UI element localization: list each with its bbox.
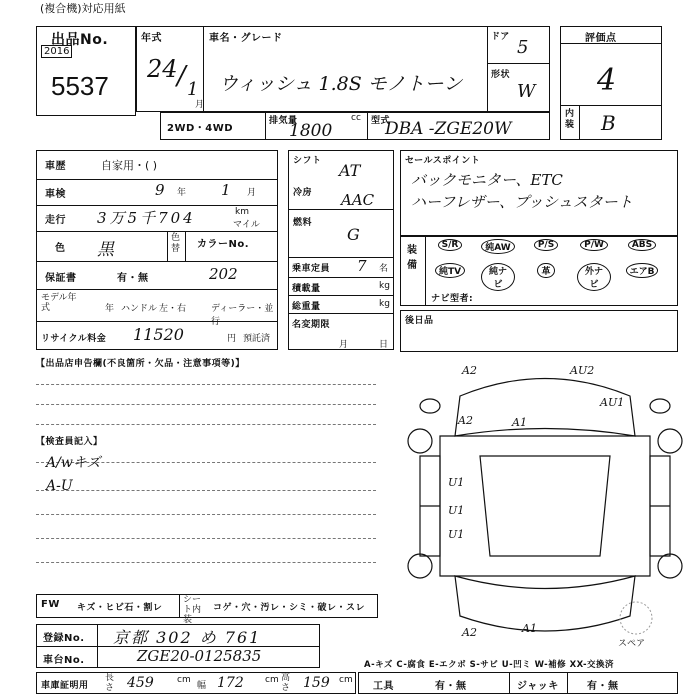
lot-label: 出品No. xyxy=(51,32,109,48)
reg-label: 登録No. xyxy=(43,633,85,644)
sales-line-2: ハーフレザー、プッシュスタート xyxy=(411,193,633,211)
top-form-caption: (複合機)対応用紙 xyxy=(40,2,126,15)
garage-cert-row xyxy=(36,672,356,694)
equipment-item xyxy=(529,239,563,251)
date-month: 月 xyxy=(339,340,349,350)
shape-label: 形状 xyxy=(491,70,511,80)
equipment-label: 装備 xyxy=(407,245,418,271)
equipment-item xyxy=(481,239,515,254)
fw-label: FW xyxy=(41,599,60,610)
sales-line-1: バックモニター、ETC xyxy=(411,171,563,189)
color-no-value: 202 xyxy=(209,265,238,283)
inspection-year: 9 xyxy=(155,181,165,199)
gross-label: 総重量 xyxy=(292,302,321,312)
mileage-value: 3万5千704 xyxy=(97,209,196,227)
recycle-value: 11520 xyxy=(133,325,184,344)
color-change-label: 色替 xyxy=(171,233,181,254)
history-value: 自家用・( ) xyxy=(101,159,158,172)
inspection-month: 1 xyxy=(221,181,231,199)
year-label: 年式 xyxy=(141,33,162,44)
tools-value: 有・無 xyxy=(435,681,467,692)
reg-table xyxy=(36,624,320,668)
load-label: 積載量 xyxy=(292,284,321,294)
handle-label: ハンドル xyxy=(121,304,158,314)
chassis-value: ZGE20-0125835 xyxy=(137,647,262,665)
mileage-unit-mile: マイル xyxy=(233,220,260,230)
shift-label: シフト xyxy=(293,156,322,166)
fw-text: キズ・ヒビ石・割レ xyxy=(77,603,163,613)
damage-mark: A1 xyxy=(512,416,527,429)
year-value: 24 xyxy=(147,55,178,83)
equipment-item xyxy=(529,263,563,278)
equipment-item xyxy=(625,263,659,278)
sales-point-label: セールスポイント xyxy=(405,156,481,166)
equipment-item-label: 純AW xyxy=(481,239,515,254)
equipment-item xyxy=(481,263,515,291)
later-items-label: 後日品 xyxy=(405,316,434,326)
mileage-unit-km: km xyxy=(235,207,249,217)
cert-label: 車庫証明用 xyxy=(41,681,89,691)
cert-width-label: 幅 xyxy=(197,681,207,691)
displacement-label: 排気量 xyxy=(269,116,298,126)
equipment-item xyxy=(433,239,467,251)
lot-box xyxy=(36,26,136,116)
interior-value: B xyxy=(601,111,616,135)
model-label: 車名・グレード xyxy=(209,33,283,44)
inspector-note-1: A/wキズ xyxy=(46,455,101,471)
vehicle-info-table xyxy=(36,150,278,350)
displacement-value: 1800 xyxy=(289,121,333,141)
fw-seat-row xyxy=(36,594,378,625)
grade-box xyxy=(560,26,662,140)
inspection-label: 車検 xyxy=(45,189,66,200)
equipment-item xyxy=(577,263,611,291)
damage-mark: A2 xyxy=(458,414,473,427)
displacement-unit: cc xyxy=(351,113,361,123)
damage-mark: U1 xyxy=(448,476,465,489)
equipment-item xyxy=(625,239,659,251)
damage-mark: U1 xyxy=(448,504,465,517)
capacity-unit: 名 xyxy=(379,264,389,274)
shift-value: AT xyxy=(339,161,361,180)
color-value: 黒 xyxy=(97,240,114,260)
inspection-year-unit: 年 xyxy=(177,188,187,198)
nav-type-label: ナビ型者: xyxy=(431,294,474,304)
aircon-value: AAC xyxy=(341,191,375,209)
handle-value: 左・右 xyxy=(159,304,187,314)
equipment-item-label: S/R xyxy=(438,239,463,251)
tools-label: 工具 xyxy=(373,681,394,692)
month-unit: 月 xyxy=(195,100,205,110)
sales-point-box xyxy=(400,150,678,236)
seat-text: コゲ・穴・汚レ・シミ・破レ・スレ xyxy=(213,603,366,613)
damage-mark: A2 xyxy=(462,626,477,639)
recycle-note: 預託済 xyxy=(243,334,271,344)
date-day: 日 xyxy=(379,340,389,350)
spec-table xyxy=(288,150,394,350)
cert-width-value: 172 xyxy=(217,675,244,691)
warranty-label: 保証書 xyxy=(45,273,77,284)
mileage-label: 走行 xyxy=(45,215,66,226)
warranty-value: 有・無 xyxy=(117,273,149,284)
equipment-item-label: エアB xyxy=(626,263,659,278)
equipment-item-label: 純TV xyxy=(435,263,465,278)
year-stamp: 2016 xyxy=(41,45,72,58)
equipment-item-label: P/S xyxy=(534,239,558,251)
jack-value: 有・無 xyxy=(587,681,619,692)
shape-value: W xyxy=(517,81,536,102)
inspector-note-2: A-U xyxy=(46,478,73,494)
equipment-item xyxy=(577,239,611,251)
equipment-box xyxy=(400,236,678,306)
capacity-label: 乗車定員 xyxy=(292,264,331,274)
equipment-item-label: ABS xyxy=(628,239,656,251)
aircon-label: 冷房 xyxy=(293,188,313,198)
seller-notes-label: 【出品店申告欄(不良箇所・欠品・注意事項等)】 xyxy=(36,359,245,369)
door-value: 5 xyxy=(517,37,529,58)
capacity-value: 7 xyxy=(357,257,367,275)
seat-label: シート内装 xyxy=(183,595,202,625)
damage-legend: A-キズ C-腐食 E-エクボ S-サビ U-凹ミ W-補修 XX-交換済 xyxy=(364,660,615,670)
damage-mark: A2 xyxy=(462,366,477,377)
equipment-item xyxy=(433,263,467,278)
jack-label: ジャッキ xyxy=(517,681,559,692)
cert-height-value: 159 xyxy=(303,675,330,691)
door-label: ドア xyxy=(491,32,510,42)
month-value: 1 xyxy=(187,79,199,100)
year-separator: / xyxy=(177,61,186,91)
grade-value: 4 xyxy=(597,63,617,98)
fuel-label: 燃料 xyxy=(293,218,313,228)
cert-length-cm: cm xyxy=(177,675,191,685)
cert-length-value: 459 xyxy=(127,675,154,691)
gross-unit: kg xyxy=(379,299,390,309)
cert-width-cm: cm xyxy=(265,675,279,685)
damage-mark: A1 xyxy=(522,622,537,635)
damage-mark: AU2 xyxy=(570,366,595,377)
recycle-unit: 円 xyxy=(227,334,237,344)
recycle-label: リサイクル料金 xyxy=(41,334,107,344)
model-year-unit: 年 xyxy=(105,304,115,314)
date-change-label: 名変期限 xyxy=(292,320,331,330)
header-main-box xyxy=(136,26,550,112)
type-value: DBA -ZGE20W xyxy=(385,119,512,139)
equipment-item-label: 革 xyxy=(537,263,554,278)
interior-label: 内装 xyxy=(565,109,575,130)
later-items-box xyxy=(400,310,678,352)
damage-mark: U1 xyxy=(448,528,465,541)
model-year-label: モデル年式 xyxy=(41,293,77,313)
inspector-notes-label: 【検査員記入】 xyxy=(36,437,103,447)
dealer-label: ディーラー・並行 xyxy=(211,304,274,327)
cert-length-label: 長さ xyxy=(105,673,115,693)
grade-label: 評価点 xyxy=(585,33,617,44)
equipment-item-label: 純ナビ xyxy=(481,263,515,291)
color-label: 色 xyxy=(55,243,66,254)
cert-height-label: 高さ xyxy=(281,673,291,693)
equipment-item-label: P/W xyxy=(580,239,608,251)
history-label: 車歴 xyxy=(45,161,66,172)
damage-mark: AU1 xyxy=(600,396,625,409)
inspection-month-unit: 月 xyxy=(247,188,257,198)
tools-row xyxy=(358,672,678,694)
chassis-label: 車台No. xyxy=(43,655,85,666)
load-unit: kg xyxy=(379,281,390,291)
engine-row xyxy=(160,112,550,140)
drive-label: 2WD・4WD xyxy=(167,123,234,134)
cert-height-cm: cm xyxy=(339,675,353,685)
car-damage-diagram xyxy=(400,366,690,646)
spare-label: スペア xyxy=(618,639,646,649)
model-value: ウィッシュ 1.8S モノトーン xyxy=(219,73,463,95)
type-label: 型式 xyxy=(371,116,391,126)
lot-number: 5537 xyxy=(51,71,109,101)
color-no-label: カラーNo. xyxy=(197,239,250,250)
reg-value: 京都 302 め 761 xyxy=(113,628,262,647)
equipment-item-label: 外ナビ xyxy=(577,263,611,291)
fuel-value: G xyxy=(347,225,360,244)
